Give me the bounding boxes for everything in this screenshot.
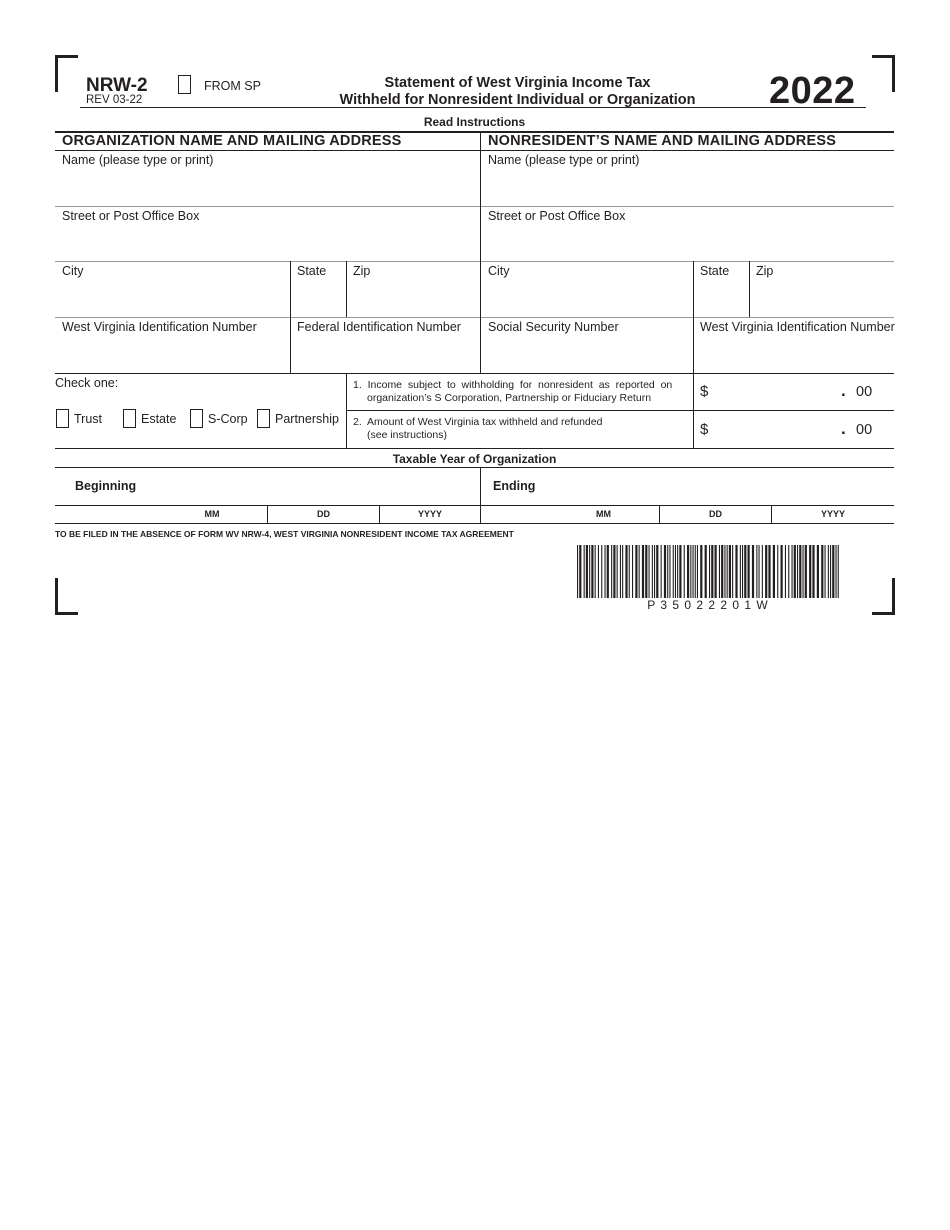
trust-label: Trust: [74, 412, 103, 426]
divider-nr-zip: [749, 261, 750, 317]
org-name-label: Name (please type or print): [62, 153, 214, 167]
line-2-dot: .: [841, 419, 846, 438]
nr-name-label: Name (please type or print): [488, 153, 640, 167]
form-title-line2: Withheld for Nonresident Individual or Organization: [339, 92, 696, 108]
org-wv-id-input[interactable]: [62, 339, 288, 371]
line-2-text-line1: 2. Amount of West Virginia tax withheld and refunded: [353, 416, 603, 428]
line-1-dot: .: [841, 381, 846, 400]
row-rule-city: [55, 317, 894, 318]
form-title: [300, 75, 735, 109]
line-1-currency: $: [700, 383, 709, 400]
nr-state-label: State: [700, 264, 730, 278]
line-1-text-line1: 1. Income subject to withholding for nonresident as reported on: [353, 379, 673, 391]
nr-state-input[interactable]: [700, 283, 748, 315]
line-2-cents: 00: [856, 422, 873, 438]
nr-zip-input[interactable]: [756, 283, 892, 315]
ending-dd-input[interactable]: [685, 487, 749, 505]
line-2-amount-input[interactable]: [716, 419, 840, 443]
row-rule-name-right: [481, 206, 894, 207]
corner-mark-bottom-left: [55, 578, 78, 615]
read-instructions: Read Instructions: [423, 115, 526, 129]
org-fed-id-input[interactable]: [297, 339, 477, 371]
org-street-input[interactable]: [62, 228, 476, 260]
organization-heading: ORGANIZATION NAME AND MAILING ADDRESS: [62, 133, 402, 149]
beginning-dd-label: DD: [317, 509, 330, 519]
taxable-year-rule: [55, 467, 894, 468]
corner-mark-top-right: [872, 55, 895, 92]
filing-note: TO BE FILED IN THE ABSENCE OF FORM WV NRW-4, WEST VIRGINIA NONRESIDENT INCOME TAX AGREEMENT: [55, 529, 514, 539]
row-rule-ids: [55, 373, 894, 374]
nr-street-label: Street or Post Office Box: [488, 209, 626, 223]
form-title-line1: Statement of West Virginia Income Tax: [384, 75, 651, 91]
org-city-input[interactable]: [62, 283, 288, 315]
trust-checkbox[interactable]: [56, 409, 69, 428]
header-rule: [80, 107, 866, 108]
org-city-label: City: [62, 264, 84, 278]
ending-mm-input[interactable]: [573, 487, 637, 505]
form-id: NRW-2: [86, 75, 148, 96]
org-name-input[interactable]: [62, 172, 476, 204]
barcode-text: P 3 5 0 2 2 2 0 1 W: [647, 598, 769, 612]
line-2-text: [353, 416, 687, 442]
ending-yyyy-input[interactable]: [797, 487, 871, 505]
divider-org-state: [290, 261, 291, 373]
partnership-label: Partnership: [275, 412, 339, 426]
line-1-text-line2: organization’s S Corporation, Partnership or Fiduciary Return: [367, 392, 652, 404]
nr-name-input[interactable]: [488, 172, 892, 204]
center-divider: [480, 131, 481, 373]
nr-city-label: City: [488, 264, 510, 278]
nr-wv-id-input[interactable]: [700, 339, 892, 371]
org-wv-id-label: West Virginia Identification Number: [62, 320, 257, 334]
nr-ssn-input[interactable]: [488, 339, 692, 371]
form-revision: REV 03-22: [86, 94, 143, 106]
ending-mm-label: MM: [596, 509, 611, 519]
divider-nr-state: [693, 261, 694, 373]
section-heading-rule: [55, 150, 894, 151]
line-1-rule: [346, 410, 894, 411]
s-corp-label: S-Corp: [208, 412, 248, 426]
beginning-label: Beginning: [75, 479, 137, 493]
corner-mark-top-left: [55, 55, 78, 92]
beginning-yyyy-input[interactable]: [395, 487, 469, 505]
beginning-yyyy-label: YYYY: [417, 509, 442, 519]
partnership-checkbox[interactable]: [257, 409, 270, 428]
nr-zip-label: Zip: [756, 264, 774, 278]
check-one-label: Check one:: [55, 376, 119, 390]
org-street-label: Street or Post Office Box: [62, 209, 200, 223]
nr-wv-id-label: West Virginia Identification Number: [700, 320, 895, 334]
divider-org-zip: [346, 261, 347, 317]
line-2-currency: $: [700, 421, 709, 438]
corner-mark-bottom-right: [872, 578, 895, 615]
line-2-text-line2: (see instructions): [367, 429, 447, 441]
nonresident-heading: NONRESIDENT’S NAME AND MAILING ADDRESS: [488, 133, 837, 149]
ending-yyyy-label: YYYY: [820, 509, 845, 519]
taxable-year-heading: Taxable Year of Organization: [392, 452, 557, 466]
line-1-cents: 00: [856, 384, 873, 400]
line-1-amount-input[interactable]: [716, 381, 840, 405]
beginning-mm-label: MM: [204, 509, 220, 519]
row-rule-name-left: [55, 206, 480, 207]
line-2-rule: [55, 448, 894, 449]
line-1-text: [353, 379, 687, 405]
org-state-label: State: [297, 264, 327, 278]
beginning-dd-input[interactable]: [293, 487, 357, 505]
org-state-input[interactable]: [297, 283, 345, 315]
from-sp-label: FROM SP: [204, 79, 261, 93]
nr-city-input[interactable]: [488, 283, 692, 315]
nr-ssn-label: Social Security Number: [488, 320, 619, 334]
date-field-rule: [55, 505, 894, 506]
ending-label: Ending: [493, 479, 536, 493]
taxable-year-divider: [480, 467, 481, 523]
barcode-image: [576, 545, 840, 598]
org-zip-input[interactable]: [353, 283, 477, 315]
estate-checkbox[interactable]: [123, 409, 136, 428]
ending-dd-label: DD: [709, 509, 722, 519]
org-zip-label: Zip: [353, 264, 371, 278]
estate-label: Estate: [141, 412, 177, 426]
date-bottom-rule: [55, 523, 894, 524]
nr-street-input[interactable]: [488, 228, 892, 260]
beginning-mm-input[interactable]: [180, 487, 244, 505]
s-corp-checkbox[interactable]: [190, 409, 203, 428]
from-sp-checkbox[interactable]: [178, 75, 191, 94]
row-rule-street: [55, 261, 894, 262]
org-fed-id-label: Federal Identification Number: [297, 320, 461, 334]
tax-year: 2022: [769, 70, 856, 112]
